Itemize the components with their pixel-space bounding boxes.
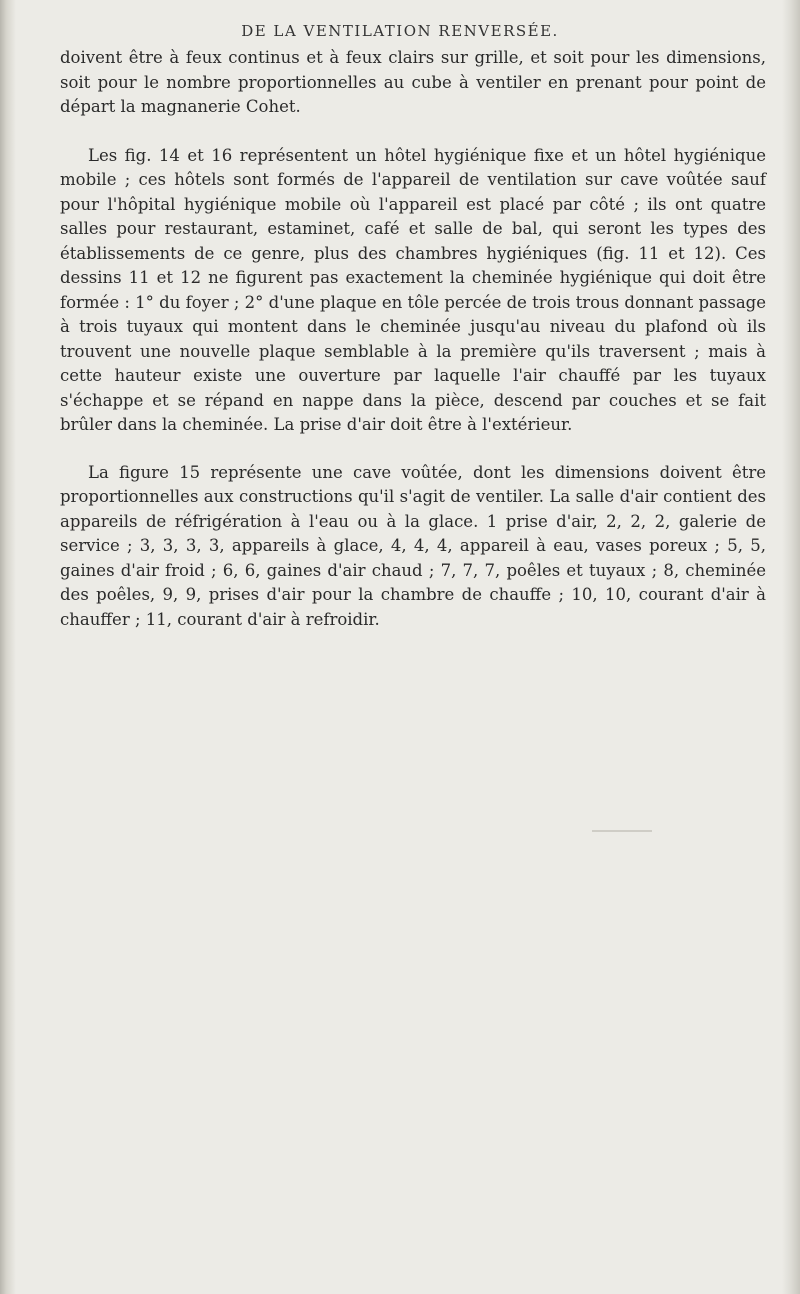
paragraph-2: Les fig. 14 et 16 représentent un hôtel hygiénique fixe et un hôtel hygiénique mobile ; ces hôtels sont formés de l'appareil de ventilation sur cave voûtée sauf pour l'hôpital hygiénique mobile où l'appareil est placé par côté ; ils ont quatre salles pour restaurant, estaminet, café et salle de bal, qui seront les types des établissements de ce genre, plus des chambres hygiéniques (fig. 11 et 12). Ces dessins 11 et 12 ne figurent pas exactement la cheminée hygiénique qui doit être formée : 1° du foyer ; 2° d'une plaque en tôle percée de trois trous donnant passage à trois tuyaux qui montent dans le cheminée jusqu'au niveau du plafond où ils trouvent une nouvelle plaque semblable à la première qu'ils traversent ; mais à cette hauteur existe une ouverture par laquelle l'air chauffé par les tuyaux s'échappe et se répand en nappe dans la pièce, descend par couches et se fait brûler dans la cheminée. La prise d'air doit être à l'extérieur. (60, 145, 766, 434)
running-head: DE LA VENTILATION RENVERSÉE. (241, 22, 559, 40)
paper-mark (592, 830, 652, 832)
page-right-edge-shadow (782, 0, 800, 1294)
paragraph-gap (60, 438, 766, 461)
paragraph-gap (60, 120, 766, 144)
paragraph-1: doivent être à feux continus et à feux clairs sur grille, et soit pour les dimensions, soit pour le nombre proportionnelles au cube à ventiler en prenant pour point de départ la magnanerie Cohet. (60, 48, 766, 116)
paragraph-3: La figure 15 représente une cave voûtée, dont les dimensions doivent être proportionnelles aux constructions qu'il s'agit de ventiler. La salle d'air contient des appareils de réfrigération à l'eau ou à la glace. 1 prise d'air, 2, 2, 2, galerie de service ; 3, 3, 3, 3, appareils à glace, 4, 4, 4, appareil à eau, vases poreux ; 5, 5, gaines d'air froid ; 6, 6, gaines d'air chaud ; 7, 7, 7, poêles et tuyaux ; 8, cheminée des poêles, 9, 9, prises d'air pour la chambre de chauffe ; 10, 10, courant d'air à chauffer ; 11, courant d'air à refroidir. (60, 462, 766, 629)
body-text (60, 46, 766, 632)
page-left-edge-shadow (0, 0, 16, 1294)
